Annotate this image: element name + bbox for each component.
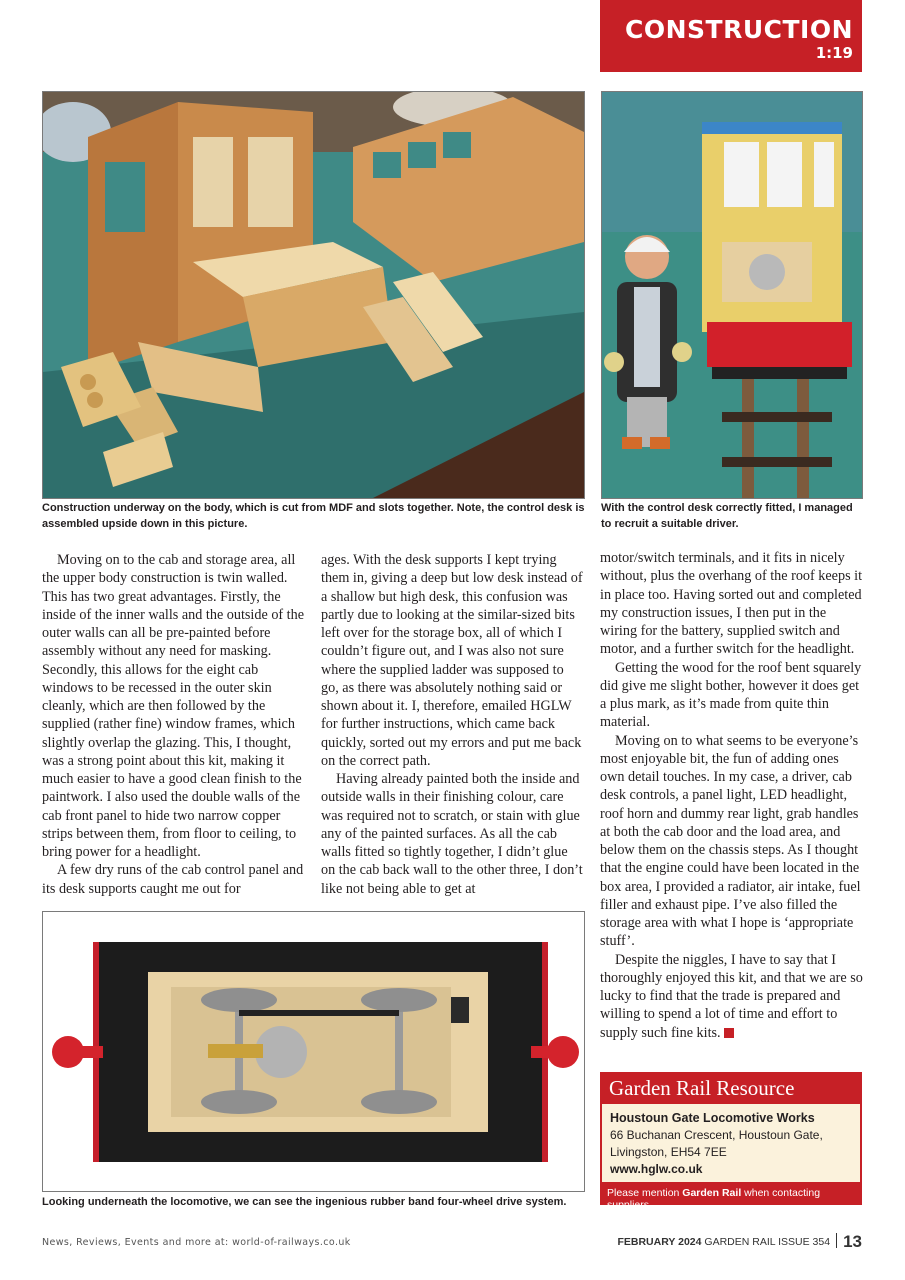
resource-address-2: Livingston, EH54 7EE (610, 1145, 727, 1159)
section-scale: 1:19 (815, 44, 853, 62)
section-tab (600, 0, 862, 72)
paragraph (600, 951, 863, 1042)
article-column-2 (321, 551, 583, 898)
resource-body (602, 1104, 860, 1182)
photo-body-construction (42, 91, 585, 499)
paragraph: Having already painted both the inside and outside walls in their finishing colour, care was required not to scratch, or stain with glue any of the painted surfaces. As all the cab walls fitted so tightly together, I didn’t glue on the cab back wall to the other three, I don’t like not being able to get at (321, 771, 583, 897)
paragraph: motor/switch terminals, and it fits in nicely without, plus the overhang of the roof keeps it in place too. Having sorted out and completed my construction issues, I then put in the wiring for the battery, supplied switch and motor, and a further switch for the headlight. (600, 550, 863, 658)
resource-footer (607, 1187, 862, 1211)
paragraph: Moving on to the cab and storage area, all the upper body construction is twin walled. This has two great advantages. Firstly, the inside of the inner walls and the outside of the outer walls can all be pre-painted before assembly without any need for masking. Secondly, this allows for the eight cab windows to be recessed in the outer skin cleanly, which are then followed by the supplied (rather fine) window frames, which slightly overlap the glazing. This, I thought, was a strong point about this kit, making it much easier to have a good clean finish to the paintwork. I also used the double walls of the cab front panel to hide two narrow copper strips between them, from floor to ceiling, to bring power for a headlight. (42, 552, 305, 860)
caption-driver: With the control desk correctly fitted, I managed to recruit a suitable driver. (601, 502, 853, 530)
resource-company: Houstoun Gate Locomotive Works (610, 1111, 815, 1125)
resource-footer-pre: Please mention (607, 1187, 683, 1199)
footer-folio (617, 1232, 862, 1252)
footer-divider (836, 1233, 837, 1248)
paragraph: Getting the wood for the roof bent squarely did give me slight bother, however it does get a plus mark, as it’s made from quite thin material. (600, 659, 862, 731)
resource-title: Garden Rail Resource (609, 1076, 795, 1100)
caption-underside: Looking underneath the locomotive, we can see the ingenious rubber band four-wheel drive system. (42, 1196, 567, 1208)
resource-box (600, 1072, 862, 1211)
footer-date: FEBRUARY 2024 (617, 1236, 702, 1248)
article-column-3 (600, 549, 863, 1042)
underside-illustration (43, 912, 584, 1191)
page-number: 13 (843, 1232, 862, 1251)
resource-footer-post: when contacting suppliers. (607, 1187, 821, 1211)
paragraph: ages. With the desk supports I kept trying them in, giving a deep but low desk instead of a shallow but high desk, this confusion was partly due to looking at the similar-sized bits left over for the storage box, all of which I couldn’t figure out, and I was also not sure where the supplied ladder was supposed to go, as there was absolutely nothing said or shown about it. I, therefore, emailed HGLW for further instructions, which came back quickly, sorted out my errors and put me back on the correct path. (321, 552, 583, 769)
paragraph-text: Despite the niggles, I have to say that I thoroughly enjoyed this kit, and that we are so lucky to find that the trade is prepared and willing to spend a lot of time and effort to supply such fine kits. (600, 951, 863, 1041)
paragraph: A few dry runs of the cab control panel and its desk supports caught me out for (42, 862, 304, 897)
resource-address-1: 66 Buchanan Crescent, Houstoun Gate, (610, 1128, 823, 1142)
end-mark-icon (724, 1028, 734, 1038)
article-column-1 (42, 551, 304, 898)
driver-illustration (602, 92, 862, 498)
body-construction-illustration (43, 92, 584, 498)
photo-driver (601, 91, 863, 499)
photo-underside (42, 911, 585, 1192)
section-title: CONSTRUCTION (624, 15, 853, 44)
footer-issue: GARDEN RAIL ISSUE 354 (704, 1236, 831, 1248)
resource-website-link[interactable]: www.hglw.co.uk (610, 1162, 703, 1176)
footer-website-text: News, Reviews, Events and more at: world-of-railways.co.uk (42, 1237, 351, 1248)
resource-footer-bold: Garden Rail (682, 1187, 742, 1199)
caption-body-construction: Construction underway on the body, which is cut from MDF and slots together. Note, the control desk is assembled upside down in this picture. (42, 502, 585, 530)
paragraph: Moving on to what seems to be everyone’s most enjoyable bit, the fun of adding ones own detail touches. In my case, a driver, cab desk controls, a panel light, LED headlight, roof horn and dummy rear light, grab handles at both the cab door and the load area, and below them on the chassis steps. As I thought that the engine could have been located in the box area, I provided a radiator, air intake, fuel filler and exhaust pipe. I’ve also filled the storage area with what I hope is ‘appropriate stuff’. (600, 732, 861, 950)
